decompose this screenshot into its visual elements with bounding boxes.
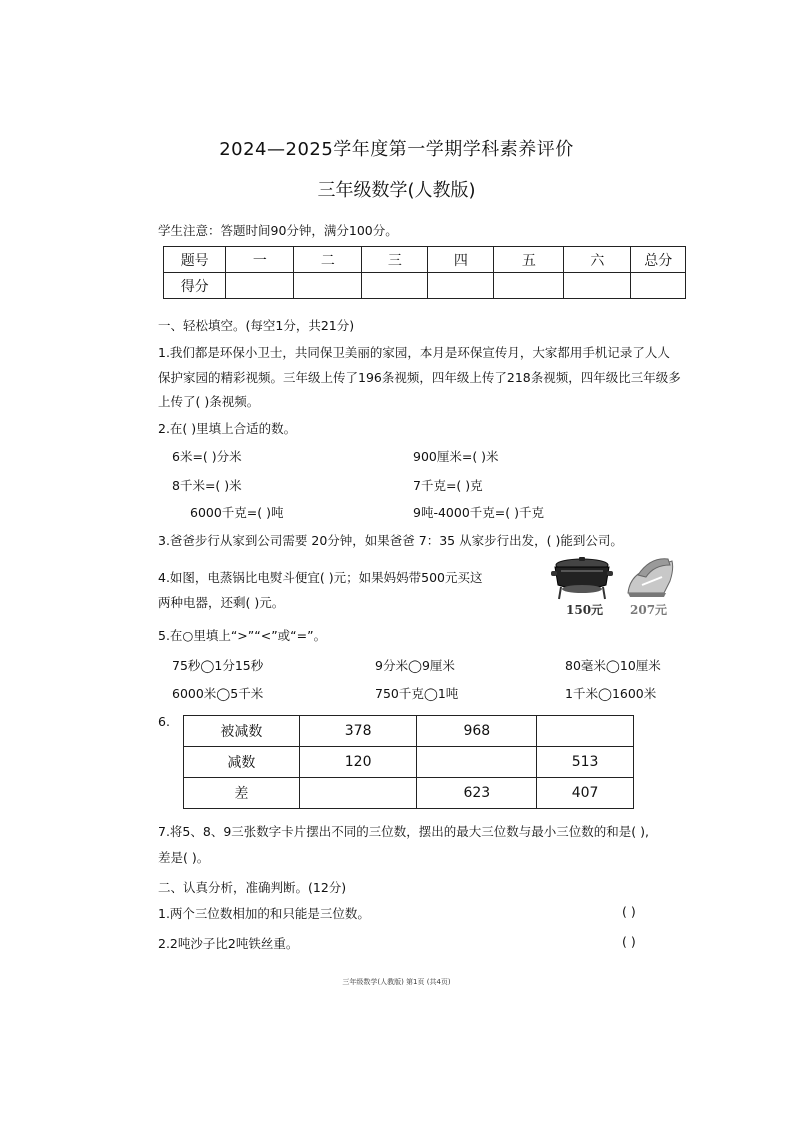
student-notice: 学生注意：答题时间90分钟，满分100分。 [158,223,398,238]
score-table-score-row [164,273,686,299]
q6-label: 6. [158,714,170,729]
table-cell: 题号 [164,247,226,273]
q2-item: 9吨-4000千克=( )千克 [413,505,544,520]
cooker-price: 150元 [566,603,604,617]
table-cell: 一 [226,247,294,273]
table-cell: 三 [362,247,428,273]
table-cell: 总分 [631,247,686,273]
q2-item: 7千克=( )克 [413,478,483,493]
judge-q2: 2.2吨沙子比2吨铁丝重。 [158,936,299,951]
table-cell: 968 [417,716,537,747]
judge-answer-blank[interactable]: ( ) [622,904,636,919]
exam-title: 2024—2025学年度第一学期学科素养评价 [219,139,574,160]
subtraction-table [183,715,634,809]
q1-line2: 保护家园的精彩视频。三年级上传了196条视频，四年级上传了218条视频，四年级比三年级多 [158,370,681,385]
judge-answer-blank[interactable]: ( ) [622,934,636,949]
table-row [184,747,634,778]
answer-cell[interactable] [299,778,417,809]
score-cell[interactable] [362,273,428,299]
score-cell[interactable] [631,273,686,299]
table-cell: 四 [428,247,494,273]
q2-item: 6米=( )分米 [172,449,242,464]
table-cell: 623 [417,778,537,809]
table-cell: 减数 [184,747,300,778]
table-cell: 120 [299,747,417,778]
q5-stem: 5.在○里填上“>”“<”或“=”。 [158,628,327,643]
score-cell[interactable] [294,273,362,299]
table-row [184,716,634,747]
table-cell: 被减数 [184,716,300,747]
q5-item: 75秒◯1分15秒 [172,658,264,673]
q3-text: 3.爸爸步行从家到公司需要 20分钟，如果爸爸 7：35 从家步行出发，( )能到公司。 [158,533,623,548]
judge-q1: 1.两个三位数相加的和只能是三位数。 [158,906,370,921]
score-cell[interactable] [564,273,631,299]
score-cell[interactable] [226,273,294,299]
q2-stem: 2.在( )里填上合适的数。 [158,421,297,436]
table-cell: 407 [537,778,634,809]
table-cell: 得分 [164,273,226,299]
q5-item: 750千克◯1吨 [375,686,459,701]
table-cell: 差 [184,778,300,809]
table-cell: 二 [294,247,362,273]
exam-subtitle: 三年级数学(人教版) [317,180,476,201]
electric-steamer-image [551,555,613,603]
score-table-header-row [164,247,686,273]
q2-item: 900厘米=( )米 [413,449,499,464]
q2-item: 8千米=( )米 [172,478,242,493]
section1-heading: 一、轻松填空。(每空1分，共21分) [158,318,355,333]
q1-line1: 1.我们都是环保小卫士，共同保卫美丽的家园，本月是环保宣传月，大家都用手机记录了人人 [158,345,670,360]
score-cell[interactable] [494,273,564,299]
q5-item: 80毫米◯10厘米 [565,658,661,673]
score-cell[interactable] [428,273,494,299]
q4-line2: 两种电器，还剩( )元。 [158,595,285,610]
page-footer: 三年级数学(人教版) 第1页 (共4页) [342,978,451,986]
q7-line1: 7.将5、8、9三张数字卡片摆出不同的三位数，摆出的最大三位数与最小三位数的和是( ), [158,824,649,839]
table-cell: 513 [537,747,634,778]
q4-line1: 4.如图，电蒸锅比电熨斗便宜( )元；如果妈妈带500元买这 [158,570,483,585]
q7-line2: 差是( )。 [158,850,210,865]
electric-iron-image [624,553,676,599]
section2-heading: 二、认真分析，准确判断。(12分) [158,880,347,895]
q1-line3: 上传了( )条视频。 [158,394,260,409]
iron-price: 207元 [630,603,668,617]
table-cell: 378 [299,716,417,747]
table-cell: 六 [564,247,631,273]
answer-cell[interactable] [537,716,634,747]
answer-cell[interactable] [417,747,537,778]
q5-item: 6000米◯5千米 [172,686,264,701]
table-row [184,778,634,809]
q5-item: 1千米◯1600米 [565,686,657,701]
score-table [163,246,686,299]
table-cell: 五 [494,247,564,273]
q5-item: 9分米◯9厘米 [375,658,455,673]
q2-item: 6000千克=( )吨 [190,505,284,520]
